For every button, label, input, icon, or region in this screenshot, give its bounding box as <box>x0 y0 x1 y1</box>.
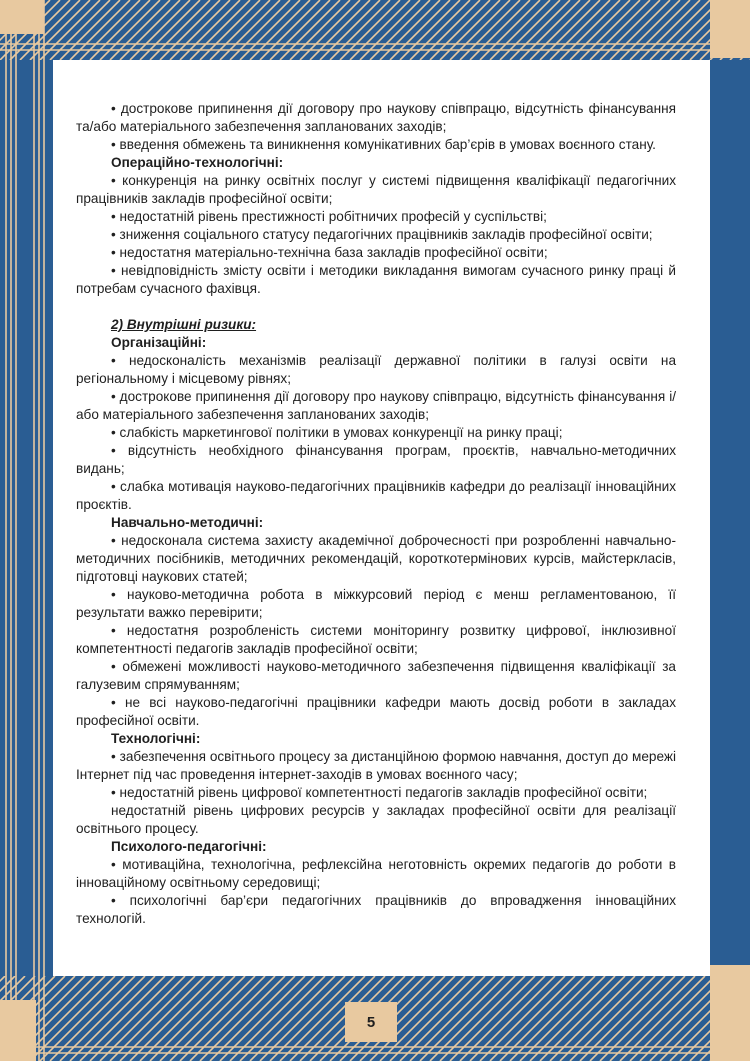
section-heading: Операційно-технологічні: <box>111 155 284 170</box>
section-heading: Психолого-педагогічні: <box>111 839 267 854</box>
page-number-box <box>345 1002 397 1042</box>
corner-block-bottom-right <box>710 965 750 1061</box>
paragraph: недостатній рівень цифрових ресурсів у закладах професійної освіти для реалізації освітнього процесу. <box>76 803 676 836</box>
paragraph: • недостатній рівень цифрової компетентності педагогів закладів професійної освіти; <box>111 785 648 800</box>
paragraph: • обмежені можливості науково-методичного забезпечення підвищення кваліфікації за галузевим спрямуванням; <box>76 659 676 692</box>
section-heading: Організаційні: <box>111 335 207 350</box>
corner-block-top-right <box>710 0 750 58</box>
paragraph: • не всі науково-педагогічні працівники кафедри мають досвід роботи в закладах професійної освіти. <box>76 695 676 728</box>
corner-block-bottom-left <box>0 1000 36 1061</box>
paragraph: • слабкість маркетингової політики в умовах конкуренції на ринку праці; <box>111 425 563 440</box>
paragraph: • невідповідність змісту освіти і методики викладання вимогам сучасного ринку праці й потребам сучасного фахівця. <box>76 263 676 296</box>
paragraph: • відсутність необхідного фінансування програм, проєктів, навчально-методичних видань; <box>76 443 676 476</box>
paragraph: • психологічні бар’єри педагогічних працівників до впровадження інноваційних технологій. <box>76 893 676 926</box>
paragraph: • мотиваційна, технологічна, рефлексійна неготовність окремих педагогів до роботи в інноваційному освітньому середовищі; <box>76 857 676 890</box>
paragraph: • забезпечення освітнього процесу за дистанційною формою навчання, доступ до мережі Інтернет під час проведення інтернет-заходів в умовах воєнного часу; <box>76 749 676 782</box>
paragraph: • недосконала система захисту академічної доброчесності при розробленні навчально-методичних посібників, методичних рекомендацій, короткотермінових курсів, майстеркласів, підготовці наукових статей; <box>76 533 676 584</box>
paragraph: • введення обмежень та виникнення комунікативних бар’єрів в умовах воєнного стану. <box>111 137 656 152</box>
paragraph: • науково-методична робота в міжкурсовий період є менш регламентованою, її результати важко перевірити; <box>76 587 676 620</box>
section-heading: Технологічні: <box>111 731 201 746</box>
page-number: 5 <box>366 1013 376 1031</box>
paragraph: • слабка мотивація науково-педагогічних працівників кафедри до реалізації інноваційних проєктів. <box>76 479 676 512</box>
paragraph: • недостатній рівень престижності робітничих професій у суспільстві; <box>111 209 547 224</box>
paragraph: • недосконалість механізмів реалізації державної політики в галузі освіти на регіональному і місцевому рівнях; <box>76 353 676 386</box>
document-body <box>76 100 676 928</box>
paragraph: • дострокове припинення дії договору про наукову співпрацю, відсутність фінансування і/або матеріального забезпечення запланованих заходів; <box>76 389 676 422</box>
paragraph: • недостатня матеріально-технічна база закладів професійної освіти; <box>111 245 548 260</box>
section-title: 2) Внутрішні ризики: <box>111 317 257 332</box>
paragraph: • недостатня розробленість системи моніторингу розвитку цифрової, інклюзивної компетентності педагогів закладів професійної освіти; <box>76 623 676 656</box>
paragraph: • дострокове припинення дії договору про наукову співпрацю, відсутність фінансування та/або матеріального забезпечення запланованих заходів; <box>76 101 676 134</box>
section-heading: Навчально-методичні: <box>111 515 264 530</box>
paragraph: • конкуренція на ринку освітніх послуг у системі підвищення кваліфікації педагогічних працівників закладів професійної освіти; <box>76 173 676 206</box>
corner-block-top-left <box>0 0 44 34</box>
paragraph: • зниження соціального статусу педагогічних працівників закладів професійної освіти; <box>111 227 653 242</box>
